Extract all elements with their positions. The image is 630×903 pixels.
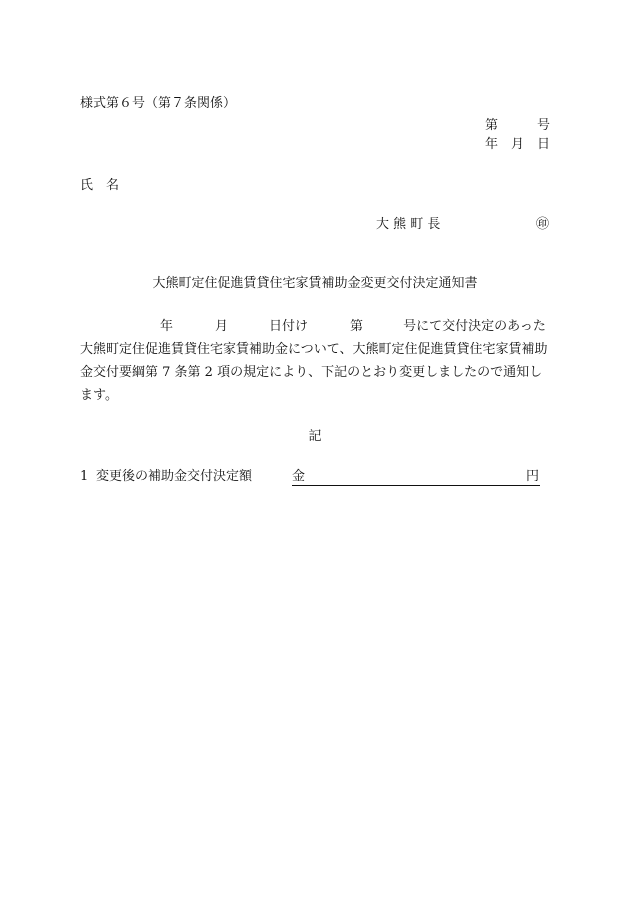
seal-mark: ㊞ <box>536 217 550 232</box>
body-rest: 大熊町定住促進賃貸住宅家賃補助金について、大熊町定住促進賃貸住宅家賃補助金交付要綱第 7 条第 2 項の規定により、下記のとおり変更しましたので通知します。 <box>80 342 548 403</box>
body-first-line <box>80 315 550 338</box>
recipient-name-label: 氏 名 <box>80 178 120 193</box>
body-year: 年 <box>160 319 174 334</box>
amount-suffix: 円 <box>526 469 540 484</box>
body-date: 日付け <box>269 319 309 334</box>
document-title: 大熊町定住促進賃貸住宅家賃補助金変更交付決定通知書 <box>152 276 478 291</box>
ki-heading: 記 <box>308 429 322 444</box>
body-line1-end: 号にて交付決定のあった <box>403 319 546 334</box>
amount-prefix: 金 <box>292 469 306 484</box>
issuer-title: 大 熊 町 長 <box>376 217 441 232</box>
item-number: 1 <box>80 469 89 484</box>
document-number: 第 号 <box>484 118 550 133</box>
body-month: 月 <box>215 319 229 334</box>
item-label: 変更後の補助金交付決定額 <box>96 469 253 484</box>
body-no: 第 <box>350 319 364 334</box>
document-date: 年 月 日 <box>484 137 550 152</box>
amount-field[interactable] <box>292 469 540 486</box>
form-label: 様式第６号（第７条関係） <box>80 96 237 111</box>
body-paragraph <box>80 315 550 407</box>
